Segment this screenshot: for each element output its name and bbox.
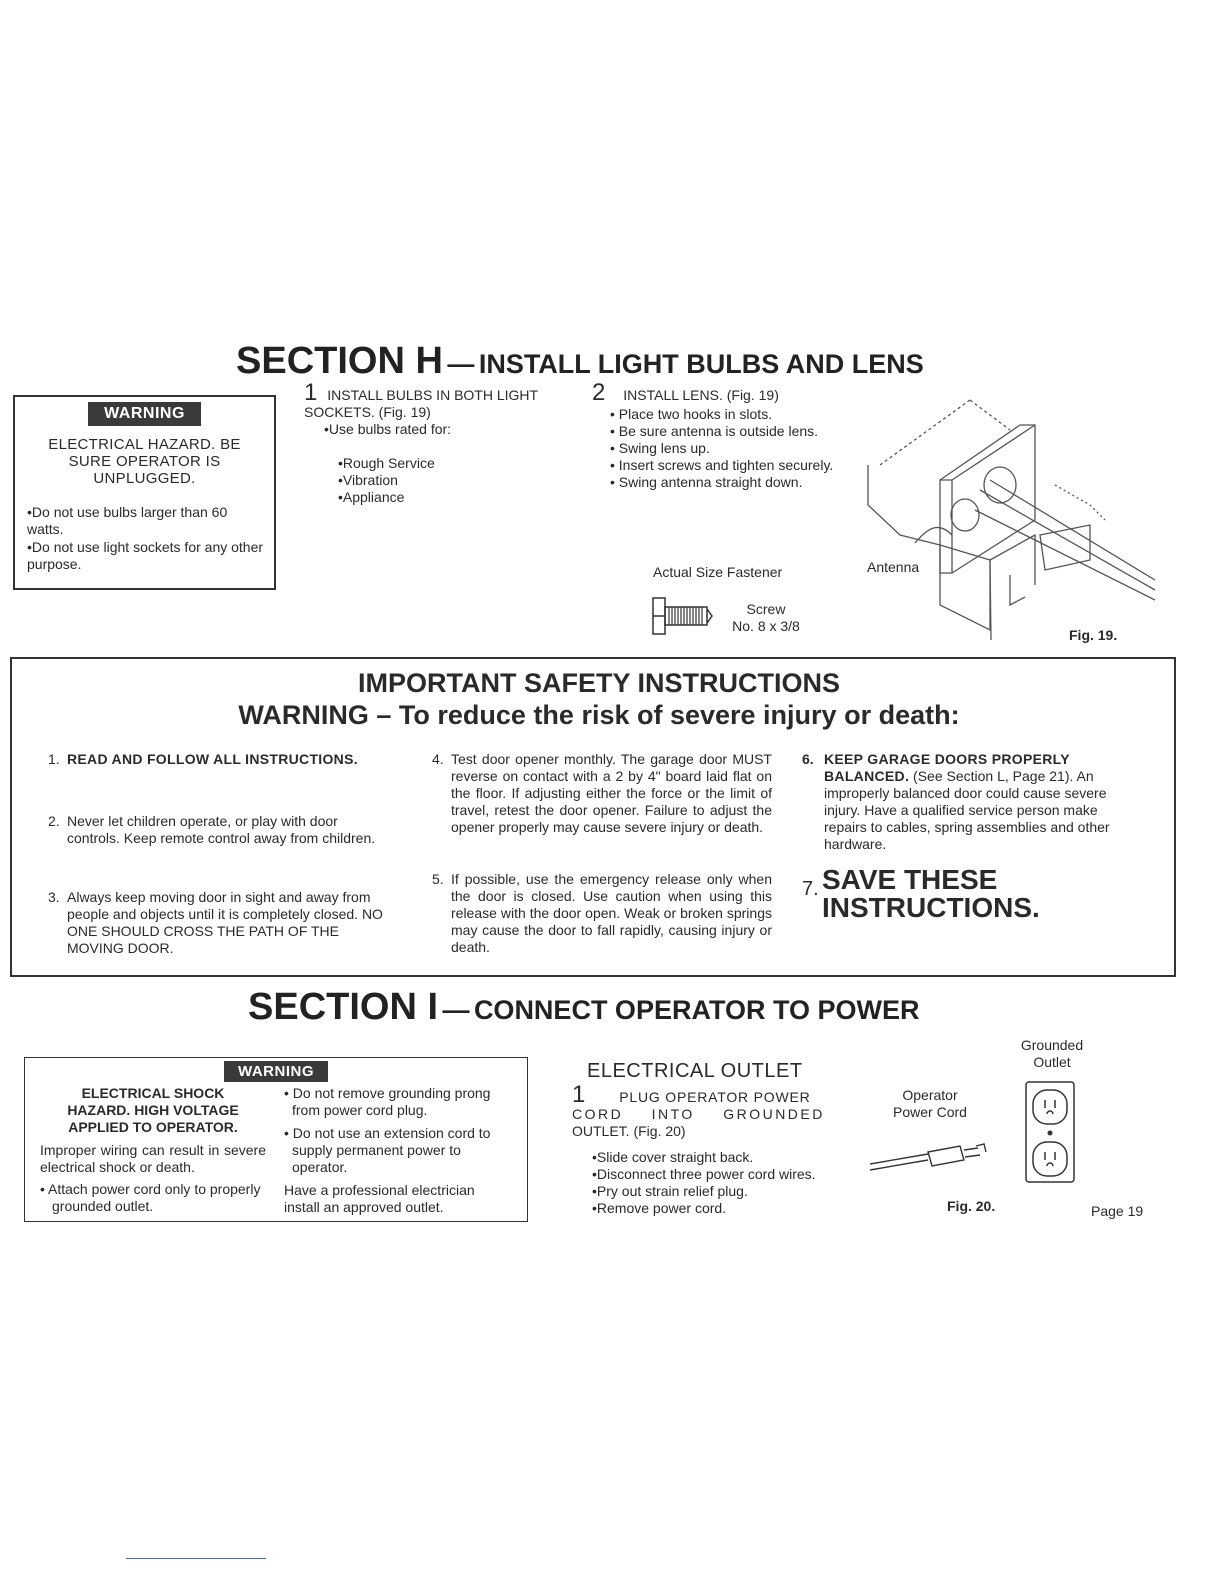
safety-item-lead: KEEP GARAGE DOORS PROPERLY BALANCED. [824, 751, 1070, 784]
safety-item-num: 6. [802, 751, 814, 767]
safety-item-num: 2. [48, 813, 60, 829]
warning-hazard-text: ELECTRICAL HAZARD. BE SURE OPERATOR IS UNPLUGGED. [48, 436, 241, 487]
safety-item-num: 3. [48, 889, 60, 905]
lens-step-item: • Be sure antenna is outside lens. [610, 423, 819, 439]
safety-item-4 [432, 751, 772, 836]
outlet-step-item: •Pry out strain relief plug. [592, 1183, 748, 1199]
section-h-warning-box [13, 395, 276, 590]
safety-item-2 [48, 813, 388, 847]
safety-item-6 [802, 751, 1142, 853]
fastener-caption: Actual Size Fastener [653, 564, 783, 580]
step1-heading-line2: SOCKETS. (Fig. 19) [304, 404, 431, 420]
operator-power-cord-label: Operator Power Cord [893, 1087, 967, 1120]
section-i-title: CONNECT OPERATOR TO POWER [473, 995, 920, 1025]
grounded-outlet-icon [1024, 1080, 1078, 1186]
lens-step-item: • Insert screws and tighten securely. [610, 457, 834, 473]
fig20-label: Fig. 20. [947, 1198, 996, 1214]
section-i-heading [248, 986, 919, 1029]
warning-text: Have a professional electrician install an approved outlet. [284, 1182, 475, 1215]
page-number: Page 19 [1091, 1203, 1144, 1219]
grounded-outlet-label: Grounded Outlet [1020, 1037, 1084, 1070]
step1-heading: INSTALL BULBS IN BOTH LIGHT [327, 387, 539, 403]
step-number: 1 [572, 1081, 586, 1108]
warning-badge: WARNING [224, 1061, 328, 1082]
lens-step-item: • Swing lens up. [610, 440, 710, 456]
safety-item-text: If possible, use the emergency release only when the door is closed. Use caution when using this release with the door open. Weak or broken springs may cause the door to fall rapidly, causing injury or death. [451, 871, 772, 955]
warning-bullet: •Do not use bulbs larger than 60 watts. [27, 504, 228, 537]
safety-item-num: 1. [48, 751, 60, 767]
outlet-step-line2: CORD INTO GROUNDED [572, 1106, 825, 1122]
safety-item-text: (See Section L, Page 21). An improperly balanced door could cause severe injury. Have a qualified service person make repairs to cables, spring assemblies and other hardware. [824, 768, 1110, 852]
warning-hazard-text: ELECTRICAL SHOCK HAZARD. HIGH VOLTAGE APPLIED TO OPERATOR. [67, 1085, 239, 1135]
step1-install-bulbs [304, 379, 594, 506]
section-h-dash: — [447, 349, 475, 379]
outlet-step [572, 1081, 837, 1217]
step-number: 2 [592, 379, 606, 406]
outlet-step-line3: OUTLET. (Fig. 20) [572, 1123, 686, 1139]
outlet-step-line1: PLUG OPERATOR POWER [619, 1089, 811, 1105]
warning-bullet: • Attach power cord only to properly grounded outlet. [40, 1181, 261, 1214]
warning-bullet: •Do not use light sockets for any other purpose. [27, 539, 264, 572]
bulb-rating-item: •Appliance [338, 489, 405, 505]
section-i-label: SECTION I [248, 986, 439, 1028]
safety-title: IMPORTANT SAFETY INSTRUCTIONS [357, 668, 840, 698]
section-h-title: INSTALL LIGHT BULBS AND LENS [478, 349, 924, 379]
screw-size: No. 8 x 3/8 [732, 618, 800, 634]
warning-bullet: • Do not remove grounding prong from power cord plug. [284, 1085, 491, 1118]
safety-item-text: Always keep moving door in sight and away from people and objects until it is completely closed. NO ONE SHOULD CROSS THE PATH OF THE MOVING DOOR. [67, 889, 383, 956]
warning-text: Improper wiring can result in severe electrical shock or death. [40, 1142, 266, 1175]
outlet-step-item: •Disconnect three power cord wires. [592, 1166, 816, 1182]
scan-line [126, 1558, 266, 1559]
light-lens-illustration [860, 385, 1160, 645]
step-number: 1 [304, 379, 318, 406]
safety-item-1 [48, 751, 388, 768]
warning-bullet: • Do not use an extension cord to supply permanent power to operator. [284, 1125, 491, 1175]
bulb-rating-item: •Rough Service [338, 455, 435, 471]
safety-item-text: READ AND FOLLOW ALL INSTRUCTIONS. [67, 751, 358, 767]
outlet-step-item: •Remove power cord. [592, 1200, 727, 1216]
screw-name: Screw [746, 601, 786, 617]
safety-item-num: 5. [432, 871, 444, 887]
section-h-heading [236, 340, 924, 383]
safety-item-text: Test door opener monthly. The garage door MUST reverse on contact with a 2 by 4" board laid flat on the floor. If adjusting either the force or the limit of travel, retest the door opener. Failure to adjust the opener properly may cause severe injury or death. [451, 751, 772, 835]
lens-step-item: • Place two hooks in slots. [610, 406, 773, 422]
safety-item-num: 7. [802, 878, 819, 900]
step2-heading: INSTALL LENS. (Fig. 19) [623, 387, 779, 403]
safety-item-3 [48, 889, 388, 957]
safety-item-7 [802, 866, 1062, 922]
step2-install-lens [592, 379, 872, 491]
bulb-rating-item: •Vibration [338, 472, 398, 488]
antenna-label: Antenna [867, 559, 920, 575]
screw-label [724, 601, 808, 635]
power-cord-plug-icon [868, 1138, 1000, 1178]
electrical-outlet-heading: ELECTRICAL OUTLET [587, 1060, 803, 1082]
section-h-label: SECTION H [236, 340, 443, 382]
safety-item-text: Never let children operate, or play with door controls. Keep remote control away from children. [67, 813, 376, 846]
safety-item-num: 4. [432, 751, 444, 767]
outlet-step-item: •Slide cover straight back. [592, 1149, 754, 1165]
safety-item-5 [432, 871, 772, 956]
safety-subtitle: WARNING – To reduce the risk of severe injury or death: [238, 700, 960, 730]
screw-icon [652, 594, 714, 638]
warning-badge: WARNING [88, 402, 201, 426]
fig19-label: Fig. 19. [1069, 627, 1118, 643]
step1-intro: •Use bulbs rated for: [324, 421, 452, 437]
lens-step-item: • Swing antenna straight down. [610, 474, 803, 490]
section-i-dash: — [442, 995, 470, 1025]
save-instructions-text: SAVE THESE INSTRUCTIONS. [822, 864, 1040, 923]
